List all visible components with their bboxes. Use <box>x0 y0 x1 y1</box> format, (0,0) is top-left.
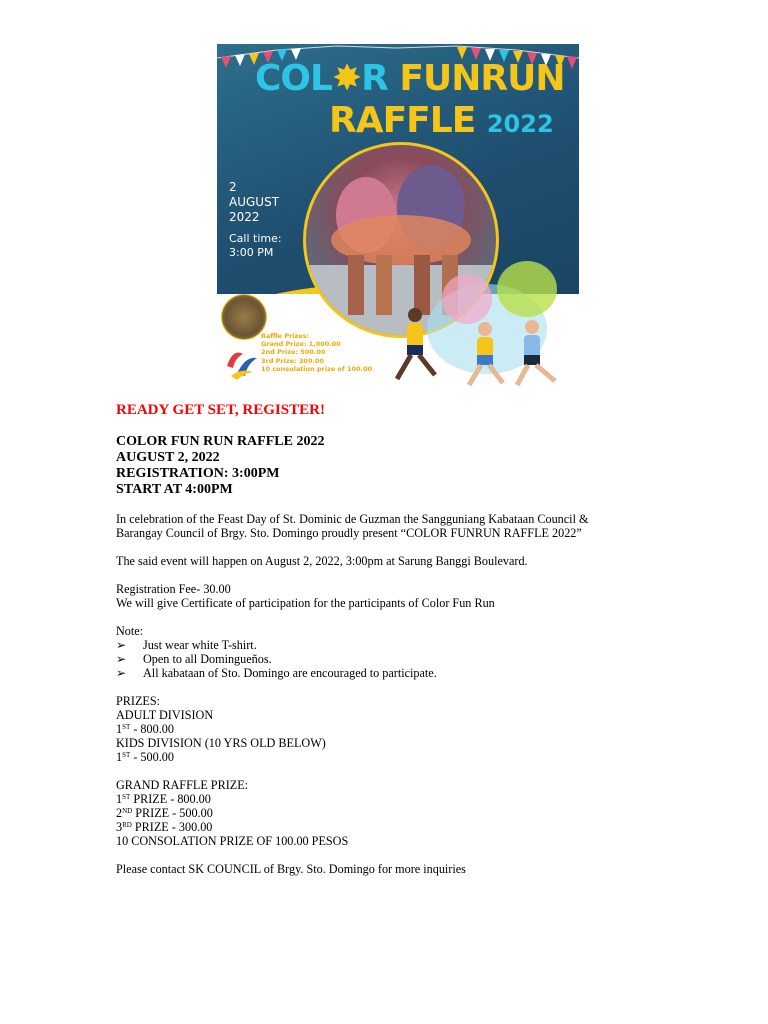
note-label: Note: <box>116 624 144 638</box>
note-item: ➢ Open to all Domingueños. <box>116 652 272 666</box>
adult-division-label: ADULT DIVISION <box>116 708 214 722</box>
event-registration-time: REGISTRATION: 3:00PM <box>116 466 280 481</box>
kids-first-prize: 1ST - 500.00 <box>116 750 174 764</box>
poster-calltime: Call time: 3:00 PM <box>229 232 282 259</box>
raffle-consolation-prize: 10 CONSOLATION PRIZE OF 100.00 PESOS <box>116 834 349 848</box>
certificate-line: We will give Certificate of participation for the participants of Color Fun Run <box>116 596 495 610</box>
headline: READY GET SET, REGISTER! <box>116 402 325 418</box>
raffle-first-prize: 1ST PRIZE - 800.00 <box>116 792 211 806</box>
poster-date: 2 AUGUST 2022 <box>229 180 280 224</box>
registration-fee: Registration Fee- 30.00 <box>116 582 231 596</box>
prizes-label: PRIZES: <box>116 694 161 708</box>
kids-division-label: KIDS DIVISION (10 YRS OLD BELOW) <box>116 736 326 750</box>
paint-splash-o-icon: ✸ <box>331 58 362 99</box>
poster-raffle-prizes: Raffle Prizes: Grand Prize: 1,000.00 2nd Prize: 500.00 3rd Prize: 300.00 10 consolation prize of 100.00 <box>261 332 373 373</box>
event-name: COLOR FUN RUN RAFFLE 2022 <box>116 434 325 449</box>
poster-title-line1: COL✸R FUNRUN <box>255 58 565 99</box>
event-date: AUGUST 2, 2022 <box>116 450 220 465</box>
event-poster <box>217 44 579 388</box>
arrow-bullet-icon: ➢ <box>116 666 127 680</box>
sk-logo <box>223 346 261 380</box>
intro-line-1: In celebration of the Feast Day of St. Dominic de Guzman the Sangguniang Kabataan Council & <box>116 512 589 526</box>
runners-illustration <box>377 249 577 388</box>
raffle-second-prize: 2ND PRIZE - 500.00 <box>116 806 213 820</box>
event-summary <box>116 434 324 498</box>
raffle-third-prize: 3RD PRIZE - 300.00 <box>116 820 213 834</box>
adult-first-prize: 1ST - 800.00 <box>116 722 174 736</box>
note-item: ➢ All kabataan of Sto. Domingo are encouraged to participate. <box>116 666 437 680</box>
note-item: ➢ Just wear white T-shirt. <box>116 638 257 652</box>
poster-title-line2: RAFFLE 2022 <box>329 100 554 141</box>
event-start-time: START AT 4:00PM <box>116 482 233 497</box>
grand-raffle-label: GRAND RAFFLE PRIZE: <box>116 778 249 792</box>
arrow-bullet-icon: ➢ <box>116 652 127 666</box>
arrow-bullet-icon: ➢ <box>116 638 127 652</box>
intro-line-2: Barangay Council of Brgy. Sto. Domingo proudly present “COLOR FUNRUN RAFFLE 2022” <box>116 526 582 540</box>
venue-line: The said event will happen on August 2, 2022, 3:00pm at Sarung Banggi Boulevard. <box>116 554 528 568</box>
contact-line: Please contact SK COUNCIL of Brgy. Sto. Domingo for more inquiries <box>116 862 466 876</box>
